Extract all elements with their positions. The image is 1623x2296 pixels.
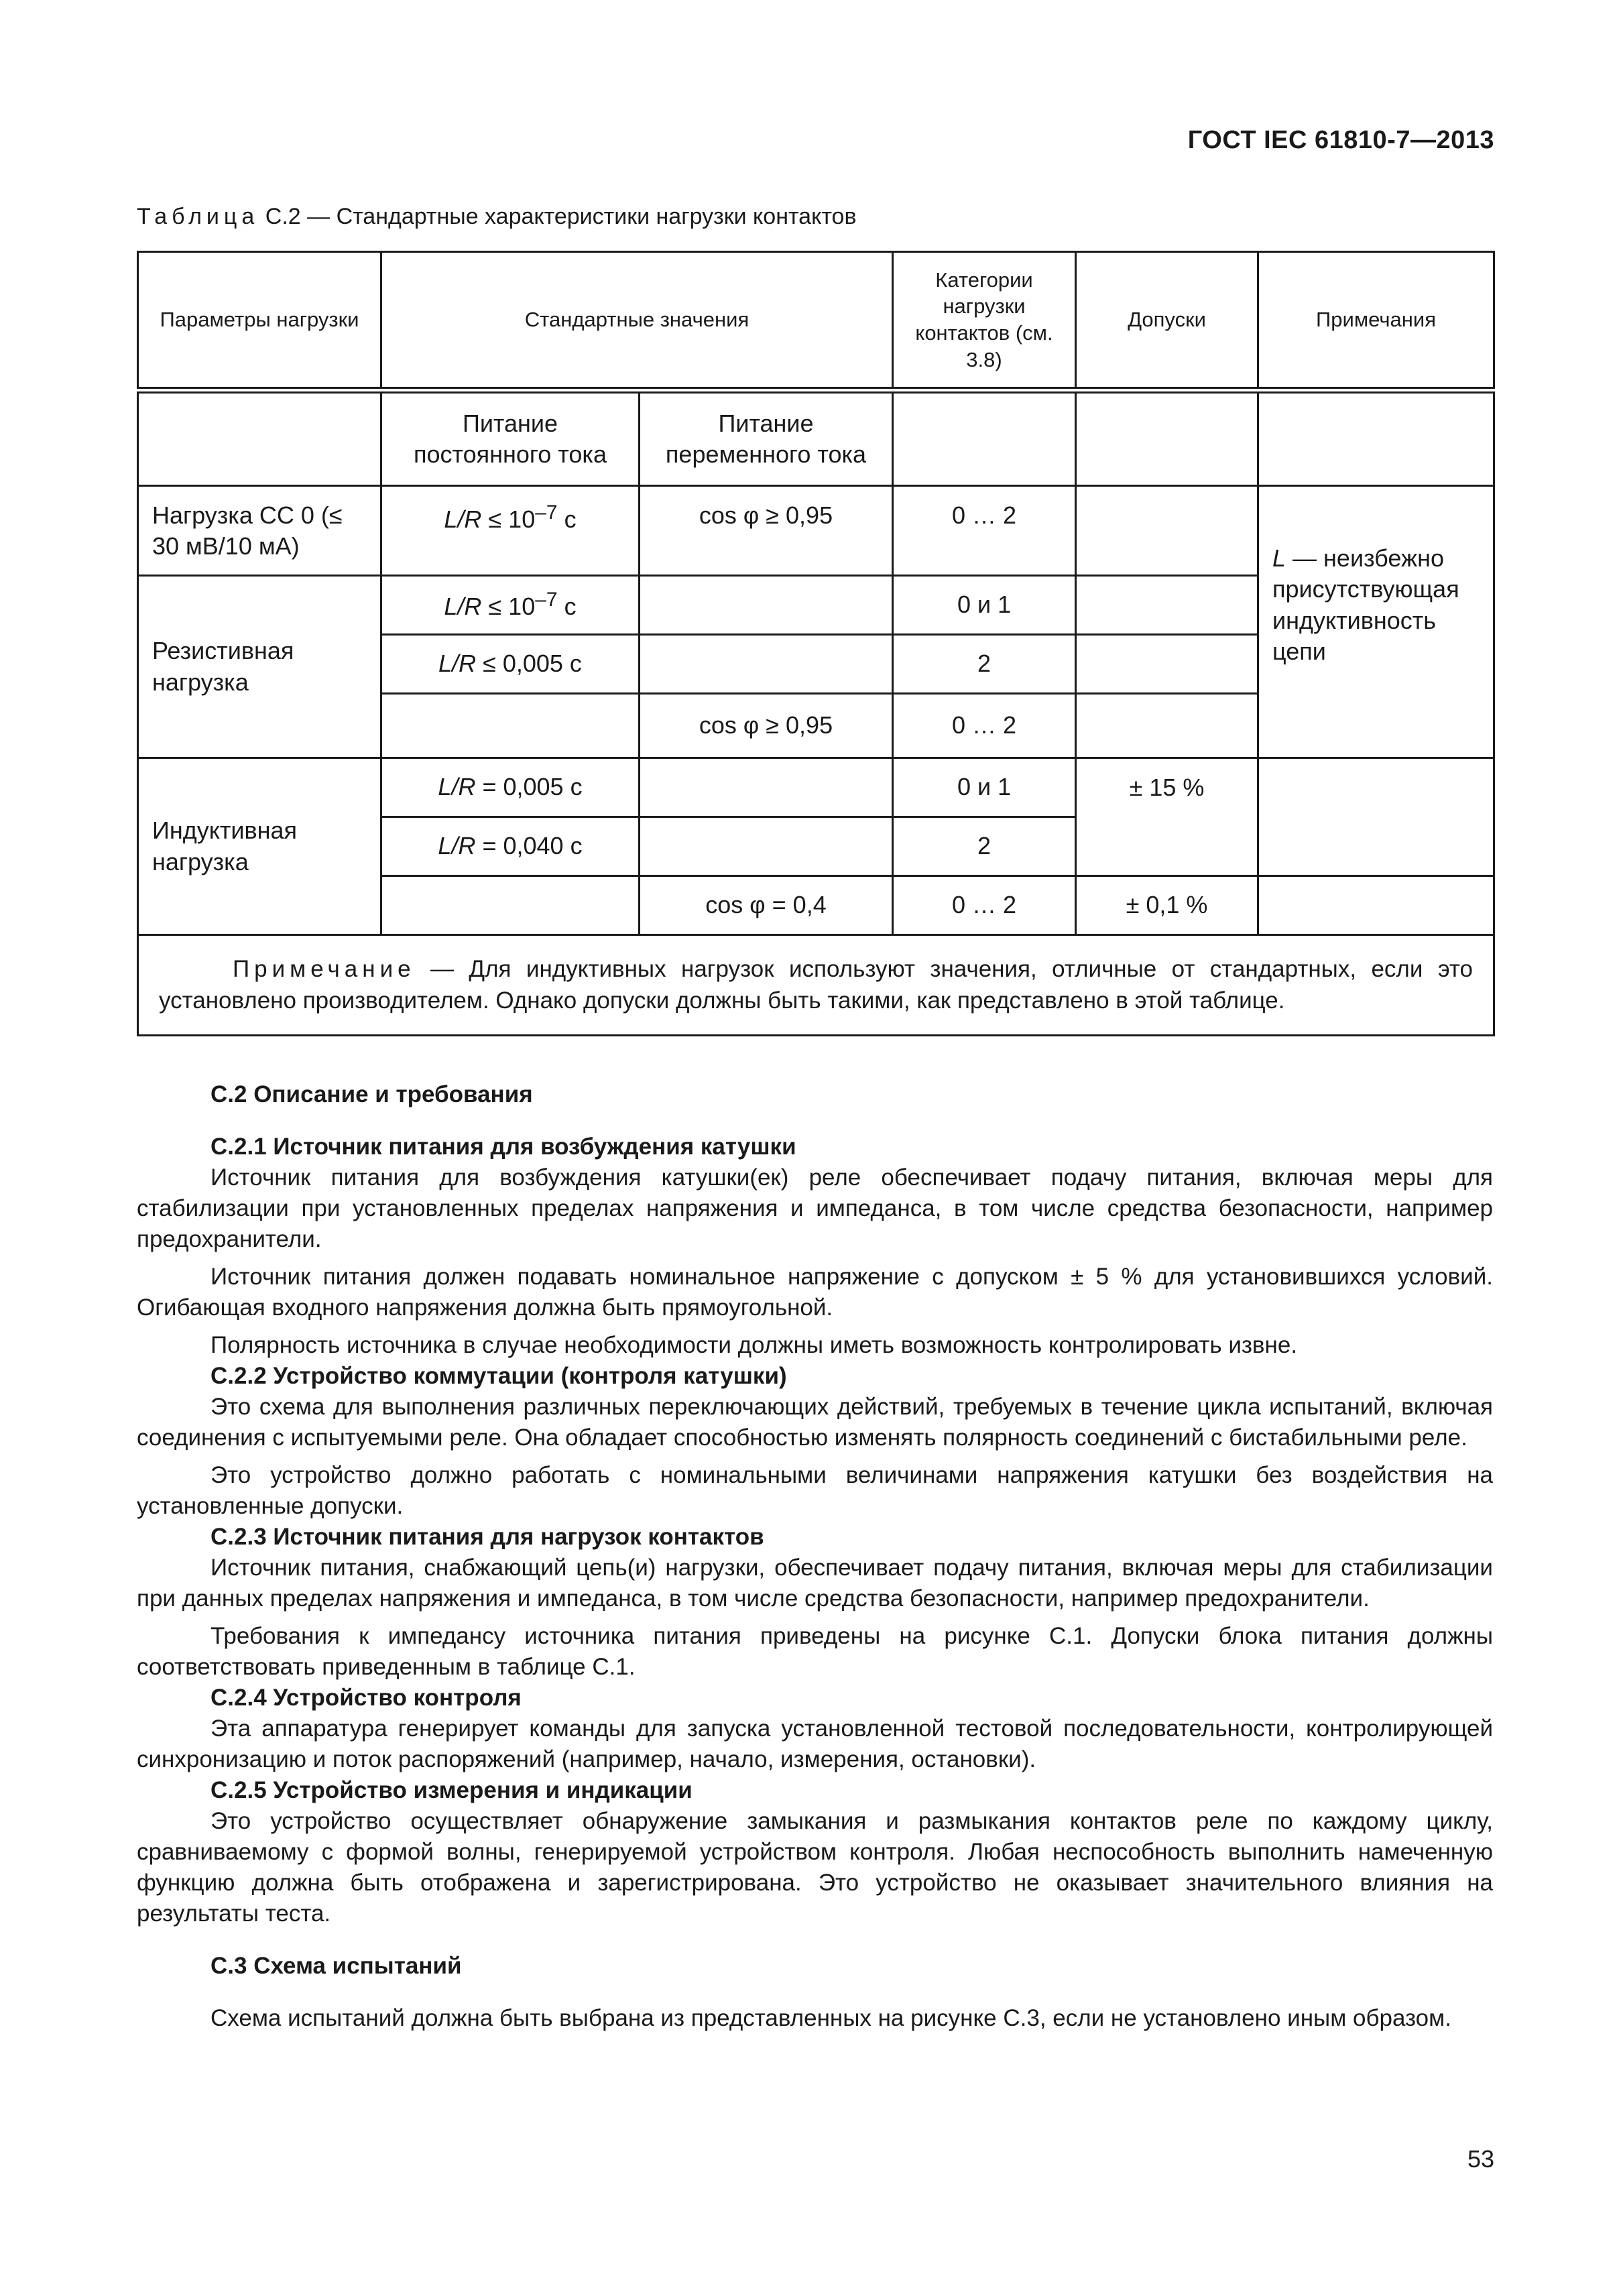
page-number: 53 [1467, 2145, 1494, 2173]
dc-value [381, 486, 640, 576]
header-tolerances: Допуски [1076, 252, 1258, 391]
tolerance-value: ± 15 % [1076, 758, 1258, 876]
table-cell [1076, 635, 1258, 694]
dc-value-text: ≤ 10 [481, 593, 536, 621]
section-c24-heading: С.2.4 Устройство контроля [211, 1685, 522, 1711]
category-value: 0 и 1 [893, 576, 1076, 635]
table-footer-note [138, 935, 1494, 1036]
param-inductive: Индуктивная нагрузка [138, 758, 381, 935]
table-cell [640, 817, 893, 876]
table-cell [381, 694, 640, 758]
dc-value-text: ≤ 0,005 с [476, 650, 582, 678]
inductance-symbol: L [1272, 544, 1286, 572]
notes-merged-cell [1258, 486, 1494, 758]
table-cell [640, 758, 893, 817]
dc-unit: с [557, 505, 577, 533]
paragraph: Это схема для выполнения различных переключающих действий, требуемых в течение цикла испытаний, включая соединения с испытуемыми реле. Она обладает способностью изменять полярность соединений с бистабильными реле. [137, 1394, 1493, 1451]
table-row [138, 486, 1494, 576]
section-c22-heading: С.2.2 Устройство коммутации (контроля катушки) [211, 1363, 787, 1389]
paragraph: Источник питания для возбуждения катушки(ек) реле обеспечивает подачу питания, включая меры для стабилизации при установленных пределах напряжения и импеданса, в том числе средства безопасности, например предохранители. [137, 1164, 1493, 1252]
paragraph: Это устройство осуществляет обнаружение замыкания и размыкания контактов реле по каждому циклу, сравниваемому с формой волны, генерируемой устройством контроля. Любая неспособность выполнить намеченную функцию должна быть отображена и зарегистрирована. Это устройство не оказывает значительного влияния на результаты теста. [137, 1808, 1493, 1927]
header-params: Параметры нагрузки [138, 252, 381, 391]
table-cell [138, 390, 381, 486]
category-value: 0 … 2 [893, 486, 1076, 576]
body-text [137, 1079, 1493, 2034]
header-notes: Примечания [1258, 252, 1494, 391]
lr-symbol: L/R [438, 832, 476, 860]
subheader-ac: Питание переменного тока [640, 390, 893, 486]
tolerance-value: ± 0,1 % [1076, 876, 1258, 935]
section-c25-heading: С.2.5 Устройство измерения и индикации [211, 1777, 693, 1803]
dc-unit: с [557, 593, 577, 621]
table-cell [640, 635, 893, 694]
dc-value-text: = 0,005 с [475, 773, 583, 801]
header-standard-values: Стандартные значения [381, 252, 893, 391]
dc-value [381, 758, 640, 817]
dc-exponent: –7 [535, 589, 558, 611]
table-cell [1258, 876, 1494, 935]
category-value: 0 … 2 [893, 876, 1076, 935]
category-value: 2 [893, 817, 1076, 876]
table-cell [1258, 390, 1494, 486]
dc-value [381, 817, 640, 876]
paragraph: Схема испытаний должна быть выбрана из представленных на рисунке С.3, если не установлено иным образом. [211, 2005, 1451, 2031]
table-cell [1076, 390, 1258, 486]
dc-value [381, 635, 640, 694]
lr-symbol: L/R [444, 505, 482, 533]
section-c23-heading: С.2.3 Источник питания для нагрузок контактов [211, 1524, 764, 1550]
note-text: — Для индуктивных нагрузок используют значения, отличные от стандартных, если это установлено производителем. Однако допуски должны быть такими, как представлено в этой таблице. [159, 956, 1474, 1014]
lr-symbol: L/R [438, 650, 477, 678]
dc-exponent: –7 [535, 501, 558, 524]
table-cell [640, 576, 893, 635]
table-cell [381, 876, 640, 935]
table-cell [893, 390, 1076, 486]
paragraph: Требования к импедансу источника питания приведены на рисунке С.1. Допуски блока питания должны соответствовать приведенным в таблице С.1. [137, 1623, 1493, 1680]
section-c21-heading: С.2.1 Источник питания для возбуждения катушки [211, 1134, 796, 1160]
lr-symbol: L/R [438, 773, 476, 801]
subheader-dc: Питание постоянного тока [381, 390, 640, 486]
paragraph: Полярность источника в случае необходимости должны иметь возможность контролировать извне. [211, 1332, 1298, 1358]
dc-value-text: = 0,040 с [475, 832, 583, 860]
table-caption-text: С.2 — Стандартные характеристики нагрузки контактов [265, 204, 857, 229]
note-label: Примечание [233, 956, 416, 982]
ac-value: cos φ ≥ 0,95 [640, 694, 893, 758]
dc-value [381, 576, 640, 635]
category-value: 0 и 1 [893, 758, 1076, 817]
table-cell [1258, 758, 1494, 876]
lr-symbol: L/R [444, 593, 482, 621]
notes-merged-text: — неизбежно присутствующая индуктивность цепи [1272, 544, 1459, 665]
paragraph: Это устройство должно работать с номинальными величинами напряжения катушки без воздействия на установленные допуски. [137, 1462, 1493, 1519]
category-value: 2 [893, 635, 1076, 694]
section-c3-heading: С.3 Схема испытаний [211, 1953, 462, 1979]
ac-value: cos φ ≥ 0,95 [640, 486, 893, 576]
section-c2-heading: С.2 Описание и требования [211, 1081, 533, 1107]
dc-value-text: ≤ 10 [481, 505, 536, 533]
table-footer-row [138, 935, 1494, 1036]
ac-value: cos φ = 0,4 [640, 876, 893, 935]
table-cell [1076, 486, 1258, 576]
category-value: 0 … 2 [893, 694, 1076, 758]
table-cell [1076, 576, 1258, 635]
load-characteristics-table [137, 251, 1493, 1036]
table-row [138, 758, 1494, 817]
table-caption-label: Таблица [137, 204, 259, 229]
paragraph: Эта аппаратура генерирует команды для запуска установленной тестовой последовательности, контролирующей синхронизацию и поток распоряжений (например, начало, измерения, остановки). [137, 1715, 1493, 1772]
param-cc0: Нагрузка СС 0 (≤ 30 мВ/10 мА) [138, 486, 381, 576]
paragraph: Источник питания, снабжающий цепь(и) нагрузки, обеспечивает подачу питания, включая меры для стабилизации при данных пределах напряжения и импеданса, в том числе средства безопасности, например предохранители. [137, 1555, 1493, 1612]
table-cell [1076, 694, 1258, 758]
header-categories: Категории нагрузки контактов (см. 3.8) [893, 252, 1076, 391]
param-resistive: Резистивная нагрузка [138, 576, 381, 758]
table-caption [137, 204, 857, 230]
paragraph: Источник питания должен подавать номинальное напряжение с допуском ± 5 % для установившихся условий. Огибающая входного напряжения должна быть прямоугольной. [137, 1264, 1493, 1321]
document-number: ГОСТ IEC 61810-7—2013 [1187, 126, 1494, 154]
